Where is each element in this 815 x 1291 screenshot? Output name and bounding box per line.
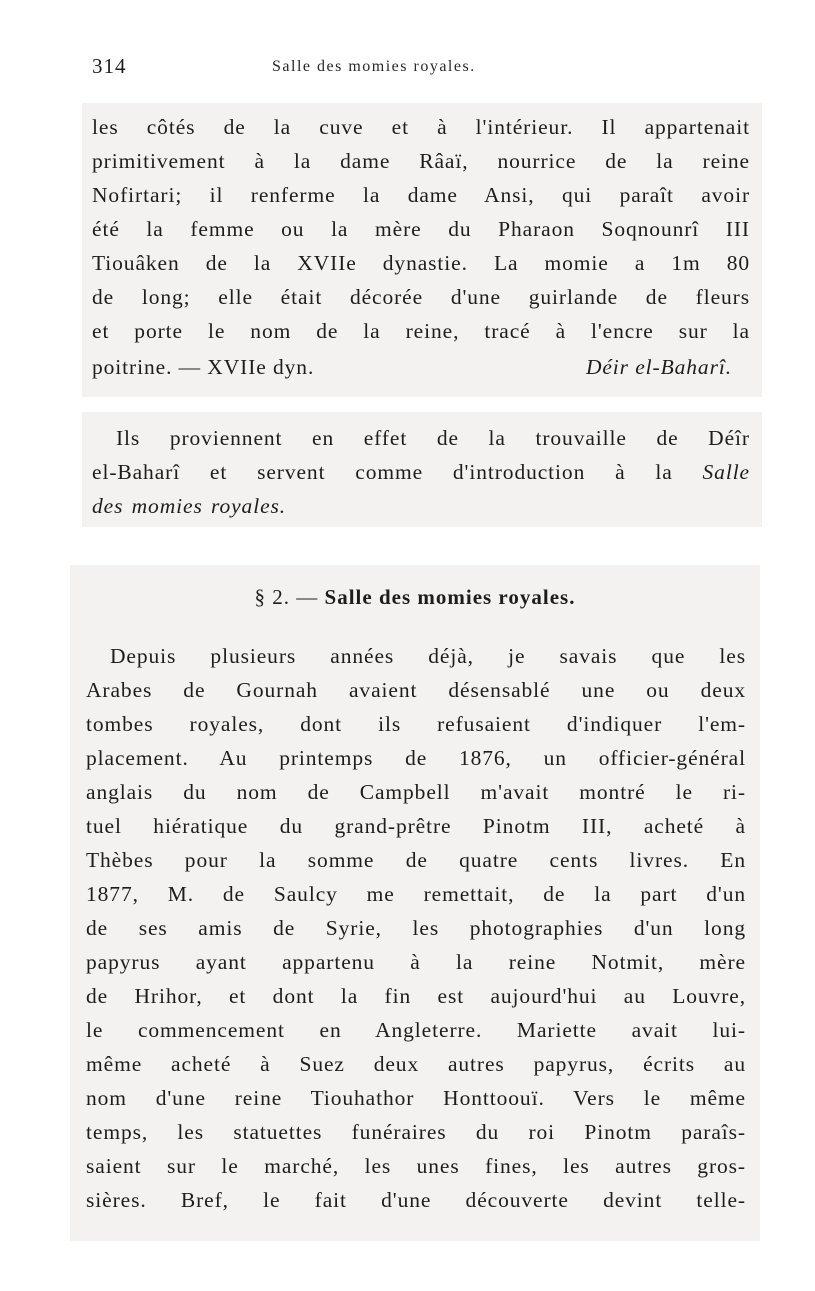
text-line: tuel hiératique du grand-prêtre Pinotm III, acheté à — [86, 814, 746, 838]
paragraph-intro — [82, 412, 762, 527]
text-line: Ils proviennent en effet de la trouvaille de Déîr — [116, 426, 750, 450]
text-line: été la femme ou la mère du Pharaon Soqnounrî III — [92, 217, 750, 241]
page-number: 314 — [92, 54, 127, 78]
page-header — [92, 52, 752, 82]
text-line: Tiouâken de la XVIIe dynastie. La momie a 1m 80 — [92, 251, 750, 275]
text-line: Arabes de Gournah avaient désensablé une ou deux — [86, 678, 746, 702]
dynasty-note: poitrine. — XVIIe dyn. — [92, 355, 315, 379]
text-line: des momies royales. — [92, 494, 287, 518]
text-line: temps, les statuettes funéraires du roi Pinotm paraîs- — [86, 1120, 746, 1144]
running-title: Salle des momies royales. — [272, 58, 476, 75]
text-line: de long; elle était décorée d'une guirlande de fleurs — [92, 285, 750, 309]
text-line: de Hrihor, et dont la fin est aujourd'hui au Louvre, — [86, 984, 746, 1008]
text-line: Nofirtari; il renferme la dame Ansi, qui paraît avoir — [92, 183, 750, 207]
text-line: saient sur le marché, les unes fines, les autres gros- — [86, 1154, 746, 1178]
section-title: Salle des momies royales. — [324, 585, 576, 609]
text-line: et porte le nom de la reine, tracé à l'encre sur la — [92, 319, 750, 343]
text-line: anglais du nom de Campbell m'avait montré le ri- — [86, 780, 746, 804]
text-line: Thèbes pour la somme de quatre cents livres. En — [86, 848, 746, 872]
text-line: tombes royales, dont ils refusaient d'indiquer l'em- — [86, 712, 746, 736]
text-line: nom d'une reine Tiouhathor Honttoouï. Vers le même — [86, 1086, 746, 1110]
section-2 — [70, 565, 760, 1241]
paragraph-continuation — [82, 103, 762, 397]
text-line: 1877, M. de Saulcy me remettait, de la part d'un — [86, 882, 746, 906]
italic-segment: Salle — [702, 460, 751, 484]
text-line: sières. Bref, le fait d'une découverte devint telle- — [86, 1188, 746, 1212]
text-line: placement. Au printemps de 1876, un officier-général — [86, 746, 746, 770]
text-line: de ses amis de Syrie, les photographies d'un long — [86, 916, 746, 940]
text-line: les côtés de la cuve et à l'intérieur. Il appartenait — [92, 115, 750, 139]
text-line: papyrus ayant appartenu à la reine Notmit, mère — [86, 950, 746, 974]
text-line: même acheté à Suez deux autres papyrus, écrits au — [86, 1052, 746, 1076]
text-line: le commencement en Angleterre. Mariette avait lui- — [86, 1018, 746, 1042]
section-heading — [70, 585, 760, 610]
section-number: § 2. — — [254, 585, 319, 609]
text-line: Depuis plusieurs années déjà, je savais que les — [110, 644, 746, 668]
text-line: primitivement à la dame Râaï, nourrice de la reine — [92, 149, 750, 173]
text-segment: el-Baharî et servent comme d'introduction à la — [92, 460, 673, 484]
provenance: Déir el-Baharî. — [585, 355, 732, 379]
text-line — [92, 462, 750, 484]
